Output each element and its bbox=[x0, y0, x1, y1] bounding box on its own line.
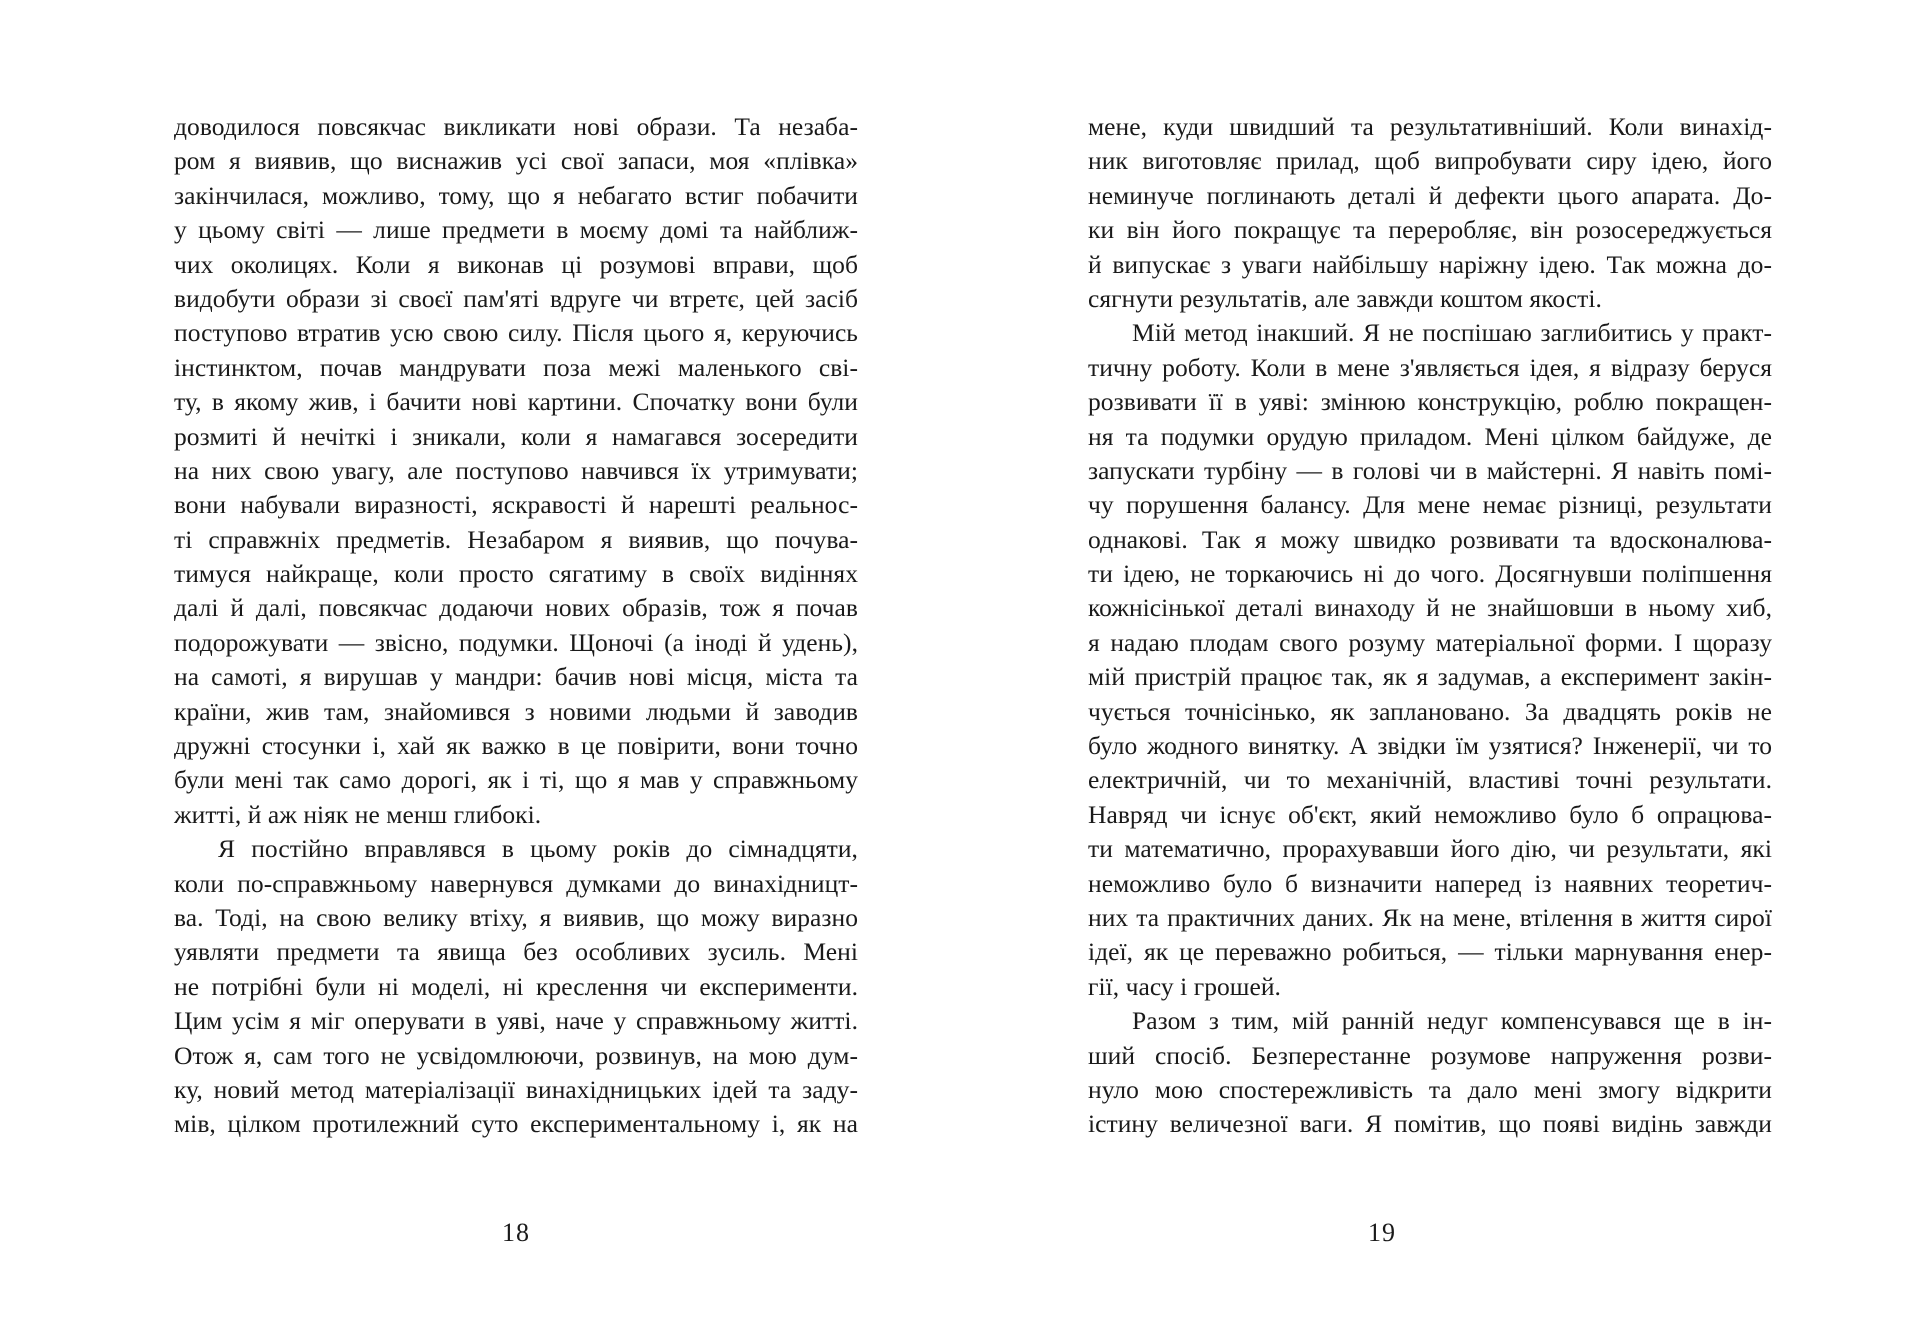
text-line: ту, в якому жив, і бачити нові картини. Спочатку вони були bbox=[174, 387, 858, 417]
text-line: чих околицях. Коли я виконав ці розумові вправи, щоб bbox=[174, 249, 858, 279]
text-line: коли по-справжньому навернувся думками до винахідницт- bbox=[174, 868, 858, 898]
text-line: неминуче поглинають деталі й дефекти цього апарата. До- bbox=[1088, 180, 1772, 210]
text-line: видобути образи зі своєї пам'яті вдруге чи втретє, цей засіб bbox=[174, 283, 858, 313]
text-line: на них свою увагу, але поступово навчився їх утримувати; bbox=[174, 455, 858, 485]
text-line: неможливо було б визначити наперед із наявних теоретич- bbox=[1088, 868, 1772, 898]
text-line: ня та подумки орудую приладом. Мені цілком байдуже, де bbox=[1088, 421, 1772, 451]
text-line: я надаю плодам свого розуму матеріальної форми. І щоразу bbox=[1088, 627, 1772, 657]
text-line: не потрібні були ні моделі, ні креслення чи експерименти. bbox=[174, 971, 858, 1001]
text-line: на самоті, я вирушав у мандри: бачив нові місця, міста та bbox=[174, 662, 858, 692]
text-line: Отож я, сам того не усвідомлюючи, розвинув, на мою дум- bbox=[174, 1040, 858, 1070]
text-line: вони набували виразності, яскравості й нарешті реальнос- bbox=[174, 490, 858, 520]
text-line: було жодного винятку. А звідки їм узятися? Інженерії, чи то bbox=[1088, 731, 1772, 761]
text-line: ти ідею, не торкаючись ні до чого. Досягнувши поліпшення bbox=[1088, 559, 1772, 589]
text-line: ший спосіб. Безперестанне розумове напруження розви- bbox=[1088, 1040, 1772, 1070]
text-line: Цим усім я міг оперувати в уяві, наче у справжньому житті. bbox=[174, 1006, 858, 1036]
page-number: 19 bbox=[1368, 1218, 1396, 1247]
right-page bbox=[960, 0, 1920, 1325]
text-line: були мені так само дорогі, як і ті, що я мав у справжньому bbox=[174, 765, 858, 795]
text-line: подорожувати — звісно, подумки. Щоночі (а іноді й удень), bbox=[174, 627, 858, 657]
paragraph-start-line: Мій метод інакший. Я не поспішаю заглибитись у практ- bbox=[1132, 318, 1772, 348]
text-line: однакові. Так я можу швидко розвивати та вдосконалюва- bbox=[1088, 524, 1772, 554]
text-line: інстинктом, почав мандрувати поза межі маленького сві- bbox=[174, 352, 858, 382]
paragraph-start-line: Разом з тим, мій ранній недуг компенсувався ще в ін- bbox=[1132, 1006, 1772, 1036]
text-line: істину величезної ваги. Я помітив, що появі видінь завжди bbox=[1088, 1109, 1772, 1139]
text-line: гії, часу і грошей. bbox=[1088, 971, 1281, 1001]
text-line: у цьому світі — лише предмети в моєму домі та найближ- bbox=[174, 215, 858, 245]
text-line: розвивати її в уяві: змінюю конструкцію, роблю покращен- bbox=[1088, 387, 1772, 417]
text-line: чу порушення балансу. Для мене немає різниці, результати bbox=[1088, 490, 1772, 520]
text-line: ідеї, як це переважно робиться, — тільки марнування енер- bbox=[1088, 937, 1772, 967]
left-page-text bbox=[174, 110, 858, 1142]
text-line: ті справжніх предметів. Незабаром я виявив, що почува- bbox=[174, 524, 858, 554]
text-line: ром я виявив, що виснажив усі свої запаси, моя «плівка» bbox=[174, 146, 858, 176]
text-line: закінчилася, можливо, тому, що я небагато встиг побачити bbox=[174, 180, 858, 210]
text-line: Навряд чи існує об'єкт, який неможливо було б опрацюва- bbox=[1088, 799, 1772, 829]
text-line: чується точнісінько, як заплановано. За двадцять років не bbox=[1088, 696, 1772, 726]
text-line: далі й далі, повсякчас додаючи нових образів, тож я почав bbox=[174, 593, 858, 623]
text-line: ник виготовляє прилад, щоб випробувати сиру ідею, його bbox=[1088, 146, 1772, 176]
right-page-text bbox=[1088, 110, 1772, 1142]
text-line: дружні стосунки і, хай як важко в це повірити, вони точно bbox=[174, 731, 858, 761]
text-line: житті, й аж ніяк не менш глибокі. bbox=[174, 799, 542, 829]
page-number: 18 bbox=[502, 1218, 530, 1247]
text-line: країни, жив там, знайомився з новими людьми й заводив bbox=[174, 696, 858, 726]
text-line: кожнісінької деталі винаходу й не знайшовши в ньому хиб, bbox=[1088, 593, 1772, 623]
paragraph-start-line: Я постійно вправлявся в цьому років до сімнадцяти, bbox=[218, 834, 858, 864]
text-line: мів, цілком протилежний суто експериментальному і, як на bbox=[174, 1109, 858, 1139]
text-line: сягнути результатів, але завжди коштом якості. bbox=[1088, 283, 1602, 313]
text-line: уявляти предмети та явища без особливих зусиль. Мені bbox=[174, 937, 858, 967]
text-line: ва. Тоді, на свою велику втіху, я виявив, що можу виразно bbox=[174, 902, 858, 932]
text-line: запускати турбіну — в голові чи в майстерні. Я навіть помі- bbox=[1088, 455, 1772, 485]
text-line: тимуся найкраще, коли просто сягатиму в своїх видіннях bbox=[174, 559, 858, 589]
text-line: поступово втратив усю свою силу. Після цього я, керуючись bbox=[174, 318, 858, 348]
text-line: них та практичних даних. Як на мене, втілення в життя сирої bbox=[1088, 902, 1772, 932]
text-line: мій пристрій працює так, як я задумав, а експеримент закін- bbox=[1088, 662, 1772, 692]
text-line: ти математично, прорахувавши його дію, чи результати, які bbox=[1088, 834, 1772, 864]
text-line: нуло мою спостережливість та дало мені змогу відкрити bbox=[1088, 1074, 1772, 1104]
text-line: тичну роботу. Коли в мене з'являється ідея, я відразу беруся bbox=[1088, 352, 1772, 382]
text-line: електричній, чи то механічній, властиві точні результати. bbox=[1088, 765, 1772, 795]
text-line: ки він його покращує та переробляє, він розосереджується bbox=[1088, 215, 1772, 245]
text-line: й випускає з уваги найбільшу наріжну ідею. Так можна до- bbox=[1088, 249, 1772, 279]
text-line: доводилося повсякчас викликати нові образи. Та незаба- bbox=[174, 112, 858, 141]
text-line: розмиті й нечіткі і зникали, коли я намагався зосередити bbox=[174, 421, 858, 451]
text-line: мене, куди швидший та результативніший. Коли винахід- bbox=[1088, 112, 1772, 141]
text-line: ку, новий метод матеріалізації винахідницьких ідей та заду- bbox=[174, 1074, 858, 1104]
